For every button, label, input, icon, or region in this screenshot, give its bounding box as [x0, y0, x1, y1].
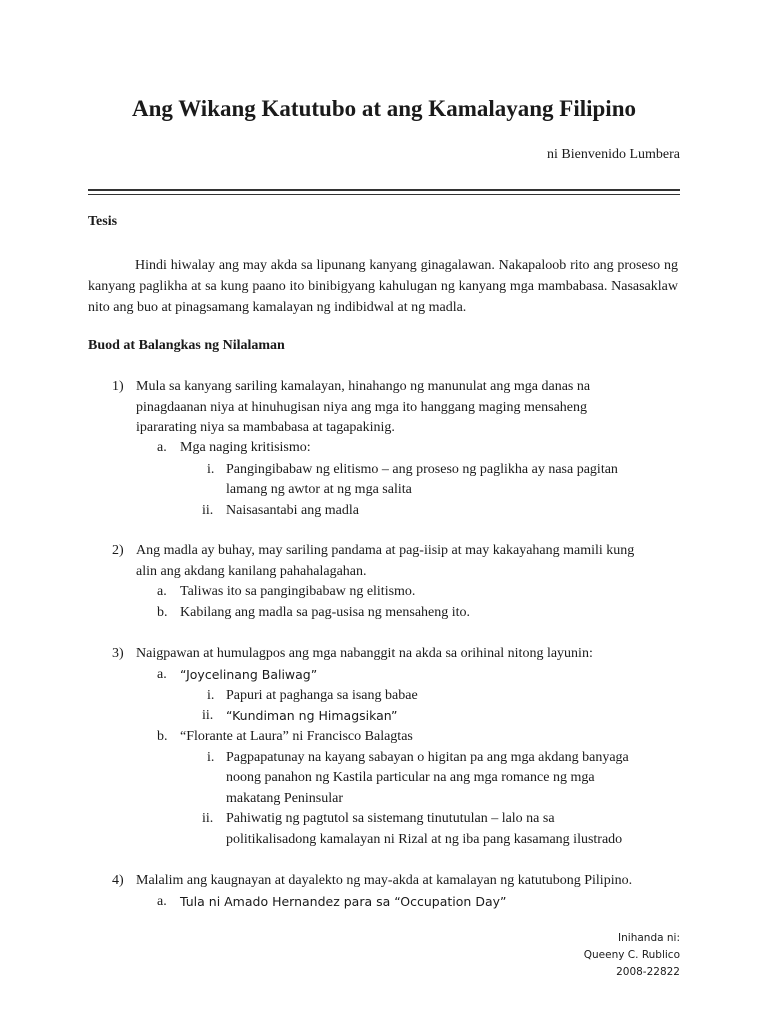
student-number: 2008-22822	[616, 966, 680, 978]
list-marker: 3)	[112, 646, 124, 661]
list-item-line: Pagpapatunay na kayang sabayan o higitan pa ang mga akdang banyaga	[226, 750, 629, 765]
list-marker: i.	[207, 750, 215, 765]
list-item-line: “Kundiman ng Himagsikan”	[226, 708, 398, 723]
list-item-line: Naisasantabi ang madla	[226, 503, 359, 518]
preparer-name: Queeny C. Rublico	[583, 949, 680, 961]
list-marker: b.	[157, 605, 168, 620]
title-divider-thick	[88, 189, 680, 191]
list-item-line: Kabilang ang madla sa pag-usisa ng mensaheng ito.	[180, 605, 471, 620]
list-marker: ii.	[202, 708, 214, 723]
title-divider-thin	[88, 194, 680, 195]
author-line: ni Bienvenido Lumbera	[547, 147, 680, 162]
list-marker: ii.	[202, 811, 214, 826]
list-marker: a.	[157, 584, 167, 599]
list-item-line: Pahiwatig ng pagtutol sa sistemang tinututulan – lalo na sa	[226, 811, 555, 826]
list-item-line: Papuri at paghanga sa isang babae	[226, 688, 418, 703]
list-item-line: alin ang akdang kanilang pahahalagahan.	[136, 564, 367, 579]
document-title: Ang Wikang Katutubo at ang Kamalayang Filipino	[131, 96, 636, 121]
list-marker: a.	[157, 440, 167, 455]
list-item-line: Ang madla ay buhay, may sariling pandama at pag-iisip at may kakayahang mamili kung	[136, 543, 635, 558]
list-item-line: Taliwas ito sa pangingibabaw ng elitismo.	[180, 584, 416, 599]
outline-heading: Buod at Balangkas ng Nilalaman	[88, 338, 285, 353]
list-item-line: pinagdaanan niya at hinuhugisan niya ang mga ito hanggang maging mensaheng	[136, 400, 587, 415]
list-item-line: Tula ni Amado Hernandez para sa “Occupation Day”	[180, 894, 507, 909]
list-item-line: Malalim ang kaugnayan at dayalekto ng may-akda at kamalayan ng katutubong Pilipino.	[136, 873, 633, 888]
prepared-by-block	[584, 930, 680, 981]
list-marker: a.	[157, 894, 167, 909]
list-marker: b.	[157, 729, 168, 744]
list-marker: 1)	[112, 379, 124, 394]
list-item-line: Mga naging kritisismo:	[180, 440, 311, 455]
list-marker: ii.	[202, 503, 214, 518]
list-marker: i.	[207, 688, 215, 703]
list-item-line: “Florante at Laura” ni Francisco Balagtas	[180, 729, 413, 744]
list-marker: 2)	[112, 543, 124, 558]
list-item-line: Mula sa kanyang sariling kamalayan, hinahango ng manunulat ang mga danas na	[136, 379, 591, 394]
tesis-heading: Tesis	[88, 214, 118, 229]
list-item-line: ipararating niya sa mambabasa at tagapakinig.	[136, 420, 395, 435]
list-item-line: politikalisadong kamalayan ni Rizal at ng iba pang kasamang ilustrado	[226, 832, 623, 847]
list-item-line: “Joycelinang Baliwag”	[180, 667, 318, 682]
prepared-by-label: Inihanda ni:	[618, 932, 680, 944]
list-item-line: lamang ng awtor at ng mga salita	[226, 482, 412, 497]
list-item-line: noong panahon ng Kastila particular na ang mga romance ng mga	[226, 770, 595, 785]
list-item-line: Naigpawan at humulagpos ang mga nabanggit na akda sa orihinal nitong layunin:	[136, 646, 593, 661]
list-item-line: Pangingibabaw ng elitismo – ang proseso ng paglikha ay nasa pagitan	[226, 462, 618, 477]
list-item-line: makatang Peninsular	[226, 791, 344, 806]
tesis-paragraph: Hindi hiwalay ang may akda sa lipunang kanyang ginagalawan. Nakapaloob rito ang proseso ng kanyang paglikha at sa kung paano ito binibigyang kahulugan ng kanyang mga mambabasa. Nasasaklaw nito ang buo at pinagsamang kamalayan ng indibidwal at ng madla.	[88, 258, 678, 315]
list-marker: a.	[157, 667, 167, 682]
list-marker: i.	[207, 462, 215, 477]
list-marker: 4)	[112, 873, 124, 888]
